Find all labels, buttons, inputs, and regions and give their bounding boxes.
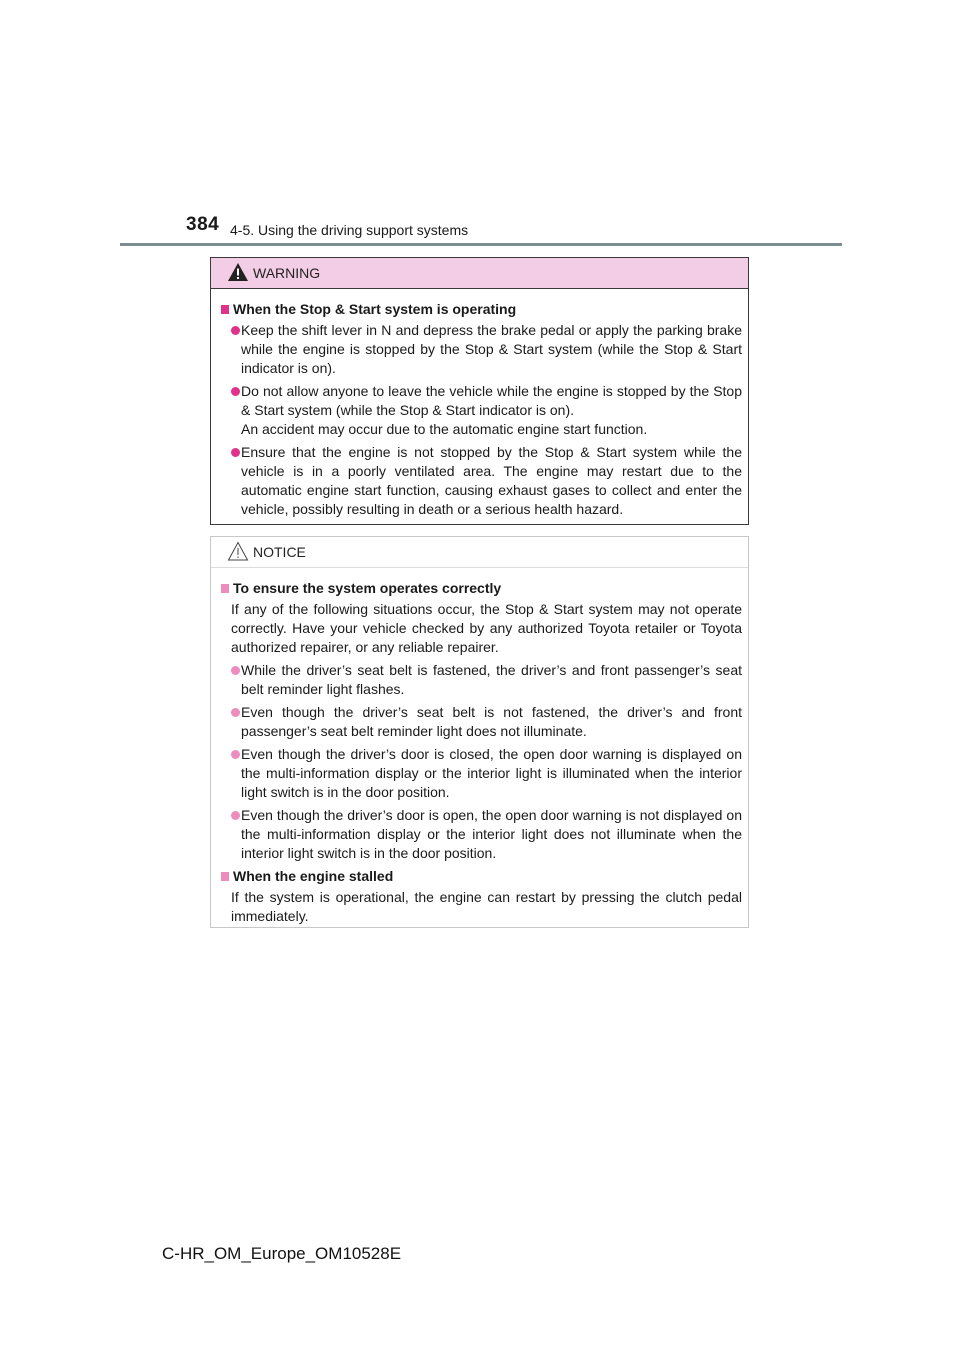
notice-bullet-text: Even though the driver’s door is open, the open door warning is not displayed on the multi-information display or the interior light does not illuminate when the interior light switch is in the door position. <box>241 807 742 861</box>
notice-triangle-icon <box>227 541 249 561</box>
notice-bullet <box>221 661 742 699</box>
notice-paragraph: If the system is operational, the engine can restart by pressing the clutch pedal immediately. <box>231 889 742 924</box>
square-bullet-icon <box>221 584 229 593</box>
round-bullet-icon <box>231 387 240 396</box>
page-number: 384 <box>186 214 220 235</box>
notice-bullet <box>221 806 742 863</box>
notice-bullet-text: While the driver’s seat belt is fastened, the driver’s and front passenger’s seat belt reminder light flashes. <box>241 662 742 697</box>
warning-header <box>211 258 748 289</box>
notice-box <box>210 536 749 928</box>
round-bullet-icon <box>231 750 240 759</box>
section-title: 4-5. Using the driving support systems <box>230 222 469 238</box>
warning-bullet <box>221 382 742 439</box>
notice-heading-text: To ensure the system operates correctly <box>233 580 502 596</box>
warning-body <box>211 289 748 519</box>
round-bullet-icon <box>231 326 240 335</box>
round-bullet-icon <box>231 666 240 675</box>
notice-body <box>211 568 748 926</box>
warning-label: WARNING <box>253 265 321 281</box>
round-bullet-icon <box>231 811 240 820</box>
round-bullet-icon <box>231 448 240 457</box>
notice-label: NOTICE <box>253 544 306 560</box>
square-bullet-icon <box>221 305 229 314</box>
warning-bullet-text: Do not allow anyone to leave the vehicle while the engine is stopped by the Stop & Start system (while the Stop & Start indicator is on). <box>241 383 742 418</box>
warning-heading-text: When the Stop & Start system is operating <box>233 301 517 317</box>
notice-bullet <box>221 703 742 741</box>
notice-paragraph: If any of the following situations occur, the Stop & Start system may not operate correctly. Have your vehicle checked by any authorized Toyota retailer or Toyota authorized repairer, or any reliable repairer. <box>231 601 742 655</box>
warning-triangle-icon <box>227 262 249 282</box>
notice-header <box>211 537 748 568</box>
warning-bullet <box>221 321 742 378</box>
warning-heading <box>221 300 742 319</box>
notice-bullet <box>221 745 742 802</box>
warning-bullet <box>221 443 742 519</box>
warning-box <box>210 257 749 525</box>
square-bullet-icon <box>221 872 229 881</box>
notice-bullet-text: Even though the driver’s door is closed, the open door warning is displayed on the multi-information display or the interior light is illuminated when the interior light switch is in the door position. <box>241 746 742 800</box>
header-rule <box>120 243 842 246</box>
notice-heading-text: When the engine stalled <box>233 868 394 884</box>
warning-bullet-text: Ensure that the engine is not stopped by the Stop & Start system while the vehicle is in a poorly ventilated area. The engine may restart due to the automatic engine start function, causing exhaust gases to collect and enter the vehicle, possibly resulting in death or a serious health hazard. <box>241 444 742 517</box>
notice-heading <box>221 579 742 598</box>
notice-bullet-text: Even though the driver’s seat belt is not fastened, the driver’s and front passenger’s seat belt reminder light does not illuminate. <box>241 704 742 739</box>
warning-bullet-text: Keep the shift lever in N and depress the brake pedal or apply the parking brake while the engine is stopped by the Stop & Start system (while the Stop & Start indicator is on). <box>241 322 742 376</box>
warning-bullet-extra-text: An accident may occur due to the automatic engine start function. <box>241 421 648 437</box>
notice-heading <box>221 867 742 886</box>
footer-doc-code: C-HR_OM_Europe_OM10528E <box>162 1244 402 1263</box>
page-header <box>186 214 746 244</box>
round-bullet-icon <box>231 708 240 717</box>
